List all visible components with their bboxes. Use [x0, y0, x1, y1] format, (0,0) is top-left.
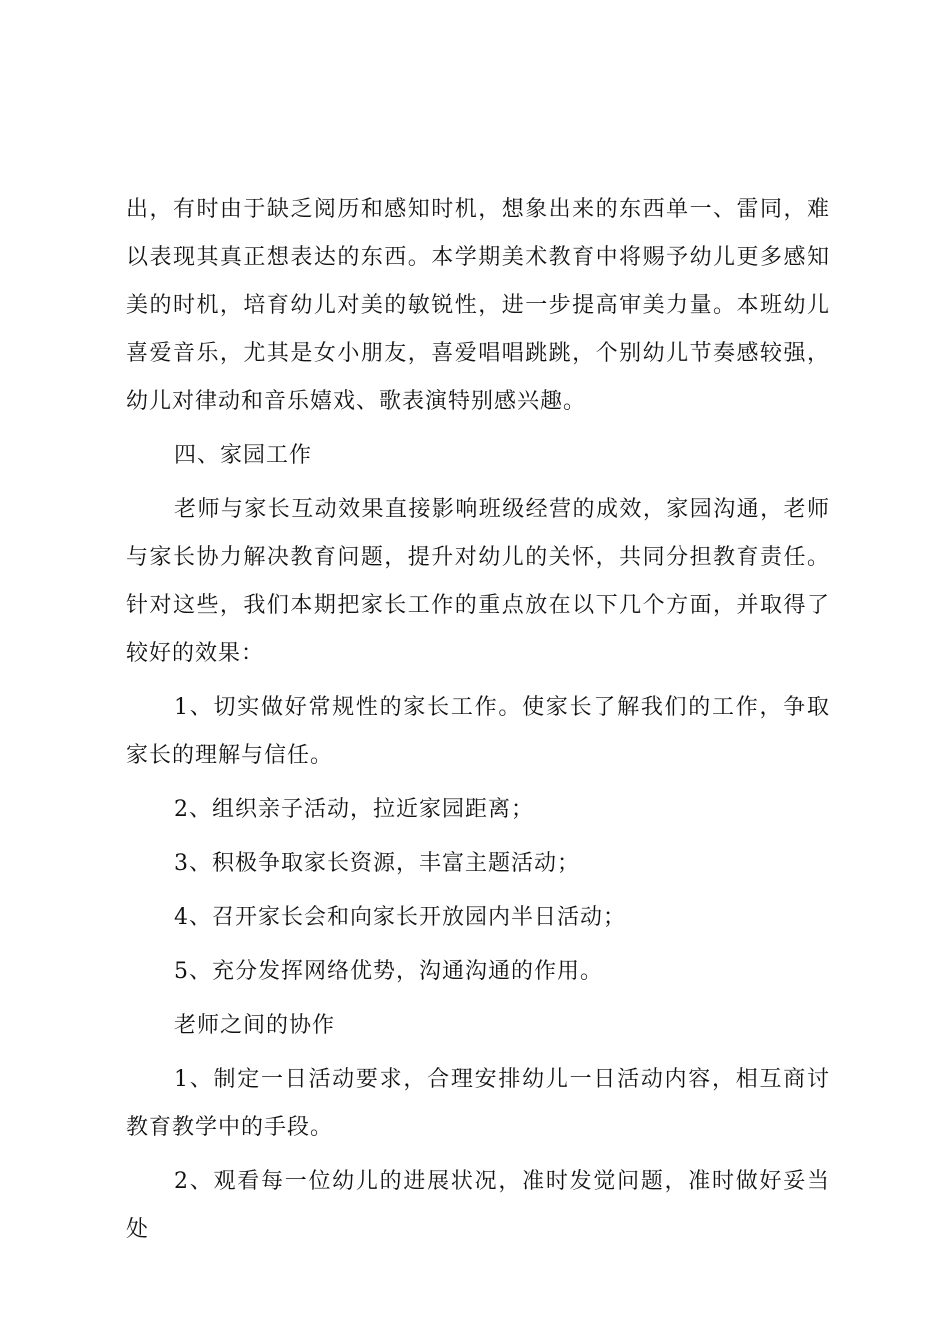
- section-heading-teacher-cooperation: 老师之间的协作: [174, 1013, 336, 1038]
- paragraph-home-school-intro: 老师与家长互动效果直接影响班级经营的成效，家园沟通，老师与家长协力解决教育问题，提升对幼儿的关怀，共同分担教育责任。针对这些，我们本期把家长工作的重点放在以下几个方面，并取得了较好的效果：: [126, 497, 830, 666]
- list-item-3: 3、积极争取家长资源，丰富主题活动；: [174, 851, 580, 876]
- paragraph-art-music: 出，有时由于缺乏阅历和感知时机，想象出来的东西单一、雷同，难以表现其真正想表达的东西。本学期美术教育中将赐予幼儿更多感知美的时机，培育幼儿对美的敏锐性，进一步提高审美力量。本班幼儿喜爱音乐，尤其是女小朋友，喜爱唱唱跳跳，个别幼儿节奏感较强，幼儿对律动和音乐嬉戏、歌表演特别感兴趣。: [126, 197, 830, 414]
- list-item-4: 4、召开家长会和向家长开放园内半日活动；: [174, 905, 626, 930]
- list-item-5: 5、充分发挥网络优势，沟通沟通的作用。: [174, 959, 603, 984]
- document-body: [126, 186, 830, 1260]
- cooperation-item-2: 2、观看每一位幼儿的进展状况，准时发觉问题，准时做好妥当处: [126, 1169, 830, 1242]
- list-item-2: 2、组织亲子活动，拉近家园距离；: [174, 797, 534, 822]
- list-item-1: 1、切实做好常规性的家长工作。使家长了解我们的工作，争取家长的理解与信任。: [126, 695, 830, 768]
- section-heading-home-school: 四、家园工作: [174, 443, 313, 468]
- cooperation-item-1: 1、制定一日活动要求，合理安排幼儿一日活动内容，相互商讨教育教学中的手段。: [126, 1067, 830, 1140]
